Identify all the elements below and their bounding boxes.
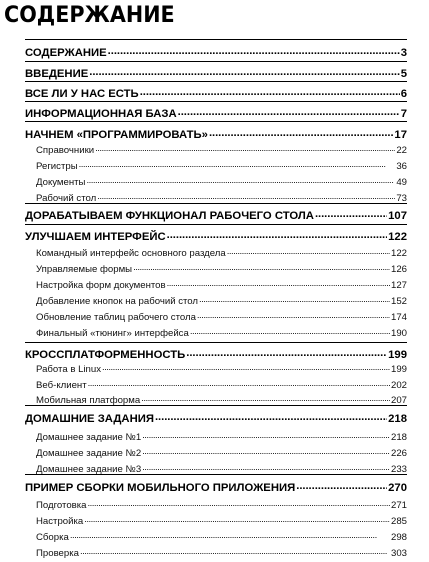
separator-line	[25, 342, 407, 343]
toc-subentry[interactable]	[25, 324, 407, 339]
leader-dots	[70, 528, 390, 543]
toc-entry-interface[interactable]	[25, 228, 407, 243]
leader-dots	[142, 460, 390, 475]
toc-entry-page: 73	[396, 193, 407, 204]
toc-entry-page: 127	[390, 280, 407, 291]
toc-entry-contents[interactable]	[25, 44, 407, 59]
leader-dots	[84, 512, 390, 527]
toc-entry-label: УЛУЧШАЕМ ИНТЕРФЕЙС	[25, 231, 166, 243]
toc-entry-label: Сборка	[36, 532, 69, 543]
separator-line	[25, 61, 407, 62]
toc-entry-page: 3	[400, 47, 407, 59]
toc-subentry[interactable]	[25, 141, 407, 156]
leader-dots	[88, 496, 390, 511]
toc-entry-page: 126	[390, 264, 407, 275]
toc-entry-page: 6	[400, 88, 407, 100]
toc-entry-label: ИНФОРМАЦИОННАЯ БАЗА	[25, 108, 177, 120]
toc-entry-label: Веб-клиент	[36, 380, 87, 391]
leader-dots	[140, 85, 400, 100]
leader-dots	[315, 207, 387, 222]
toc-entry-label: НАЧНЕМ «ПРОГРАММИРОВАТЬ»	[25, 129, 208, 141]
separator-line	[25, 39, 407, 40]
page-title: СОДЕРЖАНИЕ	[4, 2, 175, 28]
toc-entry-page: 303	[390, 548, 407, 559]
toc-entry-label: Настройка форм документов	[36, 280, 166, 291]
toc-subentry[interactable]	[25, 496, 407, 511]
toc-entry-label: Финальный «тюнинг» интерфейса	[36, 328, 189, 339]
leader-dots	[97, 189, 395, 204]
toc-entry-page: 285	[390, 516, 407, 527]
toc-entry-page: 270	[388, 482, 407, 494]
separator-line	[25, 121, 407, 122]
toc-subentry[interactable]	[25, 157, 407, 172]
leader-dots	[142, 428, 390, 443]
toc-entry-label: Обновление таблиц рабочего стола	[36, 312, 196, 323]
toc-entry-page: 226	[390, 448, 407, 459]
toc-entry-page: 218	[388, 413, 407, 425]
toc-entry-page: 49	[396, 177, 407, 188]
toc-entry-label: ДОМАШНИЕ ЗАДАНИЯ	[25, 413, 154, 425]
toc-subentry[interactable]	[25, 512, 407, 527]
toc-entry-page: 22	[396, 145, 407, 156]
leader-dots	[80, 544, 390, 559]
toc-entry-page: 199	[390, 364, 407, 375]
toc-entry-label: Добавление кнопок на рабочий стол	[36, 296, 199, 307]
leader-dots	[209, 126, 393, 141]
leader-dots	[186, 346, 387, 361]
toc-entry-label: Настройка	[36, 516, 84, 527]
leader-dots	[167, 276, 390, 291]
table-of-contents	[25, 0, 407, 562]
toc-entry-label: ВВЕДЕНИЕ	[25, 68, 89, 80]
toc-entry-label: Регистры	[36, 161, 78, 172]
toc-subentry[interactable]	[25, 244, 407, 259]
toc-entry-homework[interactable]	[25, 410, 407, 425]
toc-entry-mobile-build[interactable]	[25, 479, 407, 494]
toc-entry-label: ВСЕ ЛИ У НАС ЕСТЬ	[25, 88, 139, 100]
leader-dots	[141, 391, 390, 406]
leader-dots	[133, 260, 390, 275]
toc-subentry[interactable]	[25, 276, 407, 291]
toc-entry-label: Домашнее задание №2	[36, 448, 142, 459]
toc-entry-intro[interactable]	[25, 65, 407, 80]
toc-entry-label: Справочники	[36, 145, 95, 156]
toc-entry-label: Командный интерфейс основного раздела	[36, 248, 226, 259]
toc-subentry[interactable]	[25, 391, 407, 406]
toc-subentry[interactable]	[25, 260, 407, 275]
leader-dots	[108, 44, 400, 59]
toc-subentry[interactable]	[25, 173, 407, 188]
toc-entry-page: 36	[396, 161, 407, 172]
toc-entry-page: 122	[390, 248, 407, 259]
leader-dots	[86, 173, 395, 188]
toc-subentry[interactable]	[25, 528, 407, 543]
toc-subentry[interactable]	[25, 360, 407, 375]
leader-dots	[190, 324, 390, 339]
toc-entry-page: 190	[390, 328, 407, 339]
toc-entry-label: Домашнее задание №1	[36, 432, 142, 443]
toc-entry-label: ДОРАБАТЫВАЕМ ФУНКЦИОНАЛ РАБОЧЕГО СТОЛА	[25, 210, 314, 222]
toc-entry-crossplatform[interactable]	[25, 346, 407, 361]
toc-entry-page: 298	[390, 532, 407, 543]
leader-dots	[142, 444, 390, 459]
toc-entry-page: 7	[400, 108, 407, 120]
toc-entry-label: Рабочий стол	[36, 193, 97, 204]
toc-entry-label: СОДЕРЖАНИЕ	[25, 47, 107, 59]
separator-line	[25, 224, 407, 225]
toc-entry-label: ПРИМЕР СБОРКИ МОБИЛЬНОГО ПРИЛОЖЕНИЯ	[25, 482, 296, 494]
leader-dots	[79, 157, 396, 172]
toc-entry-page: 233	[390, 464, 407, 475]
toc-entry-page: 122	[388, 231, 407, 243]
toc-entry-label: Домашнее задание №3	[36, 464, 142, 475]
leader-dots	[227, 244, 390, 259]
toc-entry-label: Работа в Linux	[36, 364, 102, 375]
toc-subentry[interactable]	[25, 444, 407, 459]
toc-entry-label: Проверка	[36, 548, 79, 559]
toc-entry-page: 17	[394, 129, 407, 141]
toc-subentry[interactable]	[25, 460, 407, 475]
toc-subentry[interactable]	[25, 376, 407, 391]
toc-entry-page: 199	[388, 349, 407, 361]
toc-entry-page: 218	[390, 432, 407, 443]
toc-entry-page: 174	[390, 312, 407, 323]
leader-dots	[167, 228, 388, 243]
toc-entry-page: 5	[400, 68, 407, 80]
leader-dots	[197, 308, 390, 323]
leader-dots	[178, 105, 400, 120]
toc-entry-page: 271	[390, 500, 407, 511]
toc-entry-label: Управляемые формы	[36, 264, 133, 275]
toc-entry-page: 107	[388, 210, 407, 222]
toc-entry-check[interactable]	[25, 85, 407, 100]
toc-entry-label: Документы	[36, 177, 86, 188]
toc-subentry[interactable]	[25, 308, 407, 323]
toc-entry-page: 202	[390, 380, 407, 391]
toc-entry-label: КРОССПЛАТФОРМЕННОСТЬ	[25, 349, 186, 361]
leader-dots	[89, 65, 399, 80]
toc-entry-page: 152	[390, 296, 407, 307]
toc-subentry[interactable]	[25, 292, 407, 307]
leader-dots	[199, 292, 390, 307]
separator-line	[25, 81, 407, 82]
toc-entry-desktop[interactable]	[25, 207, 407, 222]
toc-entry-programming[interactable]	[25, 126, 407, 141]
toc-entry-infobase[interactable]	[25, 105, 407, 120]
toc-entry-label: Мобильная платформа	[36, 395, 141, 406]
toc-entry-label: Подготовка	[36, 500, 87, 511]
toc-entry-page: 207	[390, 395, 407, 406]
leader-dots	[296, 479, 387, 494]
leader-dots	[155, 410, 387, 425]
toc-subentry[interactable]	[25, 428, 407, 443]
separator-line	[25, 101, 407, 102]
leader-dots	[95, 141, 395, 156]
toc-subentry[interactable]	[25, 189, 407, 204]
leader-dots	[102, 360, 390, 375]
toc-subentry[interactable]	[25, 544, 407, 559]
leader-dots	[88, 376, 390, 391]
